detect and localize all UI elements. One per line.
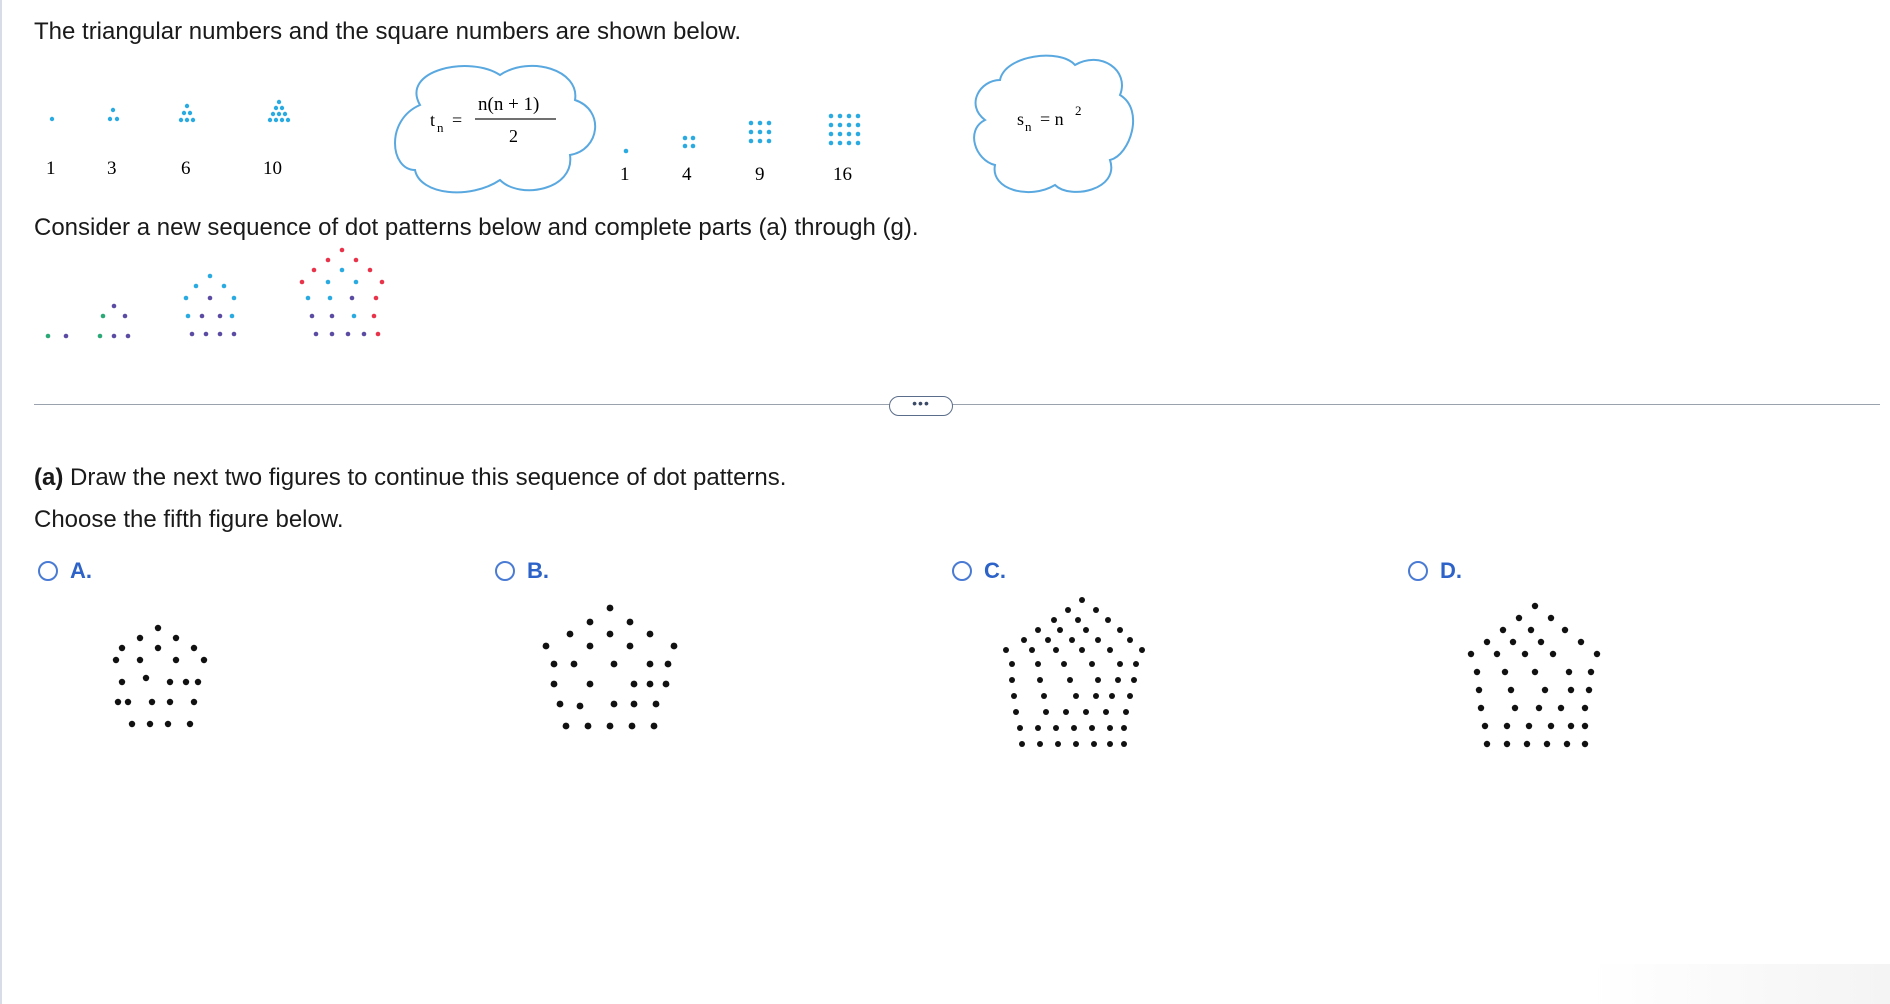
choice-d-dots [1468, 603, 1600, 747]
consider-text: Consider a new sequence of dot patterns below and complete parts (a) through (g). [34, 214, 919, 241]
square-label-4: 16 [833, 164, 852, 185]
triangular-formula-lhs: t [430, 110, 436, 130]
square-formula-lhs: s [1017, 109, 1025, 129]
choice-b-label: B. [527, 558, 549, 583]
triangular-dots [50, 100, 290, 122]
question-text: Draw the next two figures to continue this sequence of dot patterns. [63, 464, 787, 491]
square-formula-sub: n [1025, 119, 1032, 134]
square-formula-exp: 2 [1075, 103, 1082, 118]
choice-c-label: C. [984, 558, 1006, 583]
choice-a-dots [113, 625, 207, 727]
choice-b-figure[interactable] [510, 590, 710, 790]
expand-button[interactable]: ••• [889, 396, 953, 416]
section-divider [34, 404, 1880, 405]
square-dots [624, 114, 861, 154]
pentagon-figure-4 [300, 248, 385, 337]
pentagon-figure-1 [46, 334, 69, 339]
choice-c-dots [1003, 597, 1145, 747]
radio-d[interactable] [1408, 561, 1428, 581]
question-a [34, 464, 786, 492]
choice-d-figure[interactable] [1425, 590, 1655, 820]
triangular-label-2: 3 [107, 158, 117, 179]
square-label-1: 1 [620, 164, 630, 185]
choice-a[interactable] [38, 558, 92, 584]
triangular-formula-denominator: 2 [509, 126, 518, 146]
number-figures-svg [0, 50, 1150, 200]
triangular-label-4: 10 [263, 158, 282, 179]
radio-b[interactable] [495, 561, 515, 581]
choice-b[interactable] [495, 558, 549, 584]
radio-a[interactable] [38, 561, 58, 581]
question-part-label: (a) [34, 464, 64, 491]
triangular-label-3: 6 [181, 158, 191, 179]
choice-b-dots [543, 605, 678, 730]
choice-c[interactable] [952, 558, 1006, 584]
instruction-text: Choose the fifth figure below. [34, 506, 344, 533]
choice-d[interactable] [1408, 558, 1462, 584]
equals-sign: = [452, 110, 463, 130]
choice-d-label: D. [1440, 558, 1462, 583]
pentagon-figure-2 [98, 304, 131, 339]
radio-c[interactable] [952, 561, 972, 581]
triangular-label-1: 1 [46, 158, 56, 179]
choice-a-label: A. [70, 558, 92, 583]
bottom-fade [1590, 964, 1890, 1004]
square-label-3: 9 [755, 164, 765, 185]
square-label-2: 4 [682, 164, 692, 185]
triangular-formula-cloud [395, 66, 595, 192]
number-figures [0, 50, 1150, 200]
pentagonal-sequence [30, 240, 430, 350]
choice-a-figure[interactable] [70, 590, 250, 770]
triangular-formula-numerator: n(n + 1) [478, 94, 540, 115]
triangular-formula-sub: n [437, 120, 444, 135]
intro-text: The triangular numbers and the square numbers are shown below. [34, 18, 742, 45]
pentagon-figure-3 [184, 274, 237, 337]
choice-c-figure[interactable] [960, 590, 1190, 820]
pentagonal-sequence-svg [30, 240, 430, 350]
square-formula-rhs: = n [1040, 109, 1064, 129]
